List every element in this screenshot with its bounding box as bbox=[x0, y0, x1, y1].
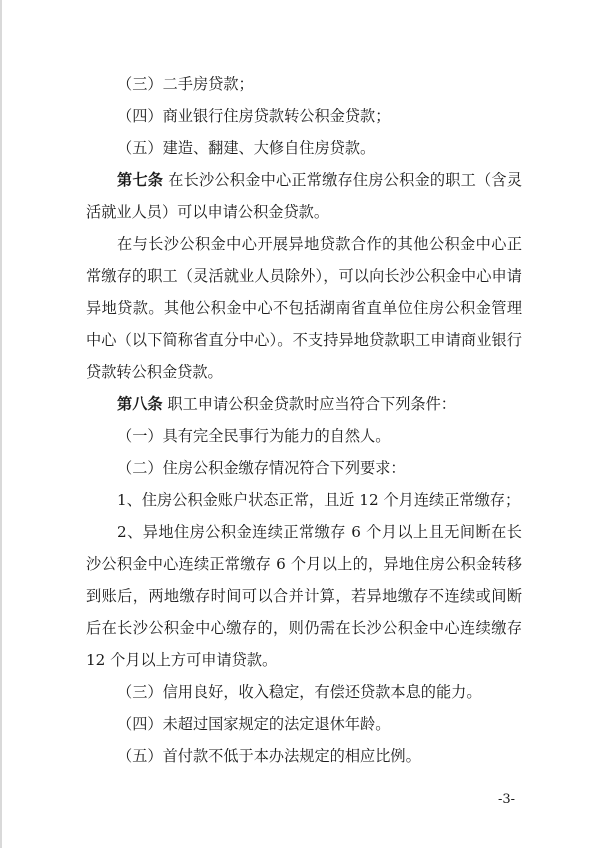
condition-1: （一）具有完全民事行为能力的自然人。 bbox=[117, 427, 391, 445]
condition-4: （四）未超过国家规定的法定退休年龄。 bbox=[117, 715, 391, 733]
page-number: -3- bbox=[498, 792, 516, 807]
article-7-paragraph-2: 在与长沙公积金中心开展异地贷款合作的其他公积金中心正常缴存的职工（灵活就业人员除外），可以向长沙公积金中心申请异地贷款。其他公积金中心不包括湖南省直单位住房公积金管理中心（以下简称省直分中心）。不支持异地贷款职工申请商业银行贷款转公积金贷款。 bbox=[86, 235, 522, 381]
article-8-text: 职工申请公积金贷款时应当符合下列条件： bbox=[162, 395, 456, 413]
article-8-heading: 第八条 bbox=[117, 395, 163, 413]
condition-2-sub-2: 2、异地住房公积金连续正常缴存 6 个月以上且无间断在长沙公积金中心连续正常缴存 6 个月以上的，异地住房公积金转移到账后，两地缴存时间可以合并计算，若异地缴存不连续或间断后在长沙公积金中心缴存的，则仍需在长沙公积金中心连续缴存 12 个月以上方可申请贷款。 bbox=[86, 523, 522, 669]
condition-2: （二）住房公积金缴存情况符合下列要求： bbox=[117, 459, 406, 477]
paragraph-item-4: （四）商业银行住房贷款转公积金贷款； bbox=[117, 107, 391, 125]
paragraph-item-3: （三）二手房贷款； bbox=[117, 75, 254, 93]
article-7-heading: 第七条 bbox=[117, 171, 164, 189]
article-8 bbox=[86, 388, 522, 420]
paragraph-item-5: （五）建造、翻建、大修自住房贷款。 bbox=[117, 139, 376, 157]
article-7 bbox=[86, 164, 522, 228]
condition-3: （三）信用良好，收入稳定，有偿还贷款本息的能力。 bbox=[117, 683, 482, 701]
article-7-text: 在长沙公积金中心正常缴存住房公积金的职工（含灵活就业人员）可以申请公积金贷款。 bbox=[86, 171, 523, 221]
document-body bbox=[86, 68, 522, 772]
page-edge bbox=[0, 0, 2, 848]
condition-5: （五）首付款不低于本办法规定的相应比例。 bbox=[117, 747, 421, 765]
condition-2-sub-1: 1、住房公积金账户状态正常，且近 12 个月连续正常缴存； bbox=[117, 491, 521, 509]
